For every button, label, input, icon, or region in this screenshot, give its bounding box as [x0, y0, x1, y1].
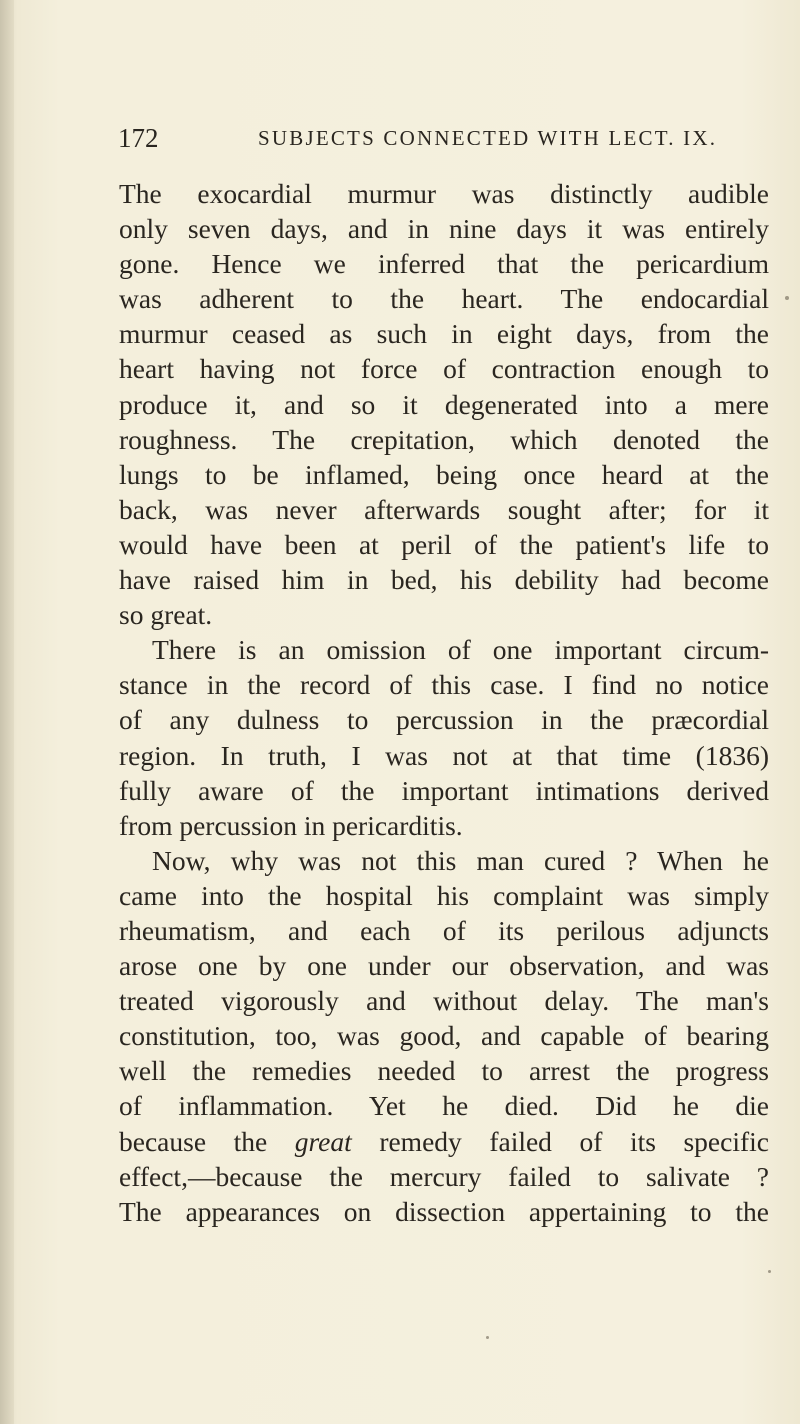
text-line: heart having not force of contraction enough to — [119, 353, 769, 385]
text-line: treated vigorously and without delay. The man's — [119, 985, 769, 1017]
text-line: region. In truth, I was not at that time (1836) — [119, 739, 769, 771]
text-line: of any dulness to percussion in the præcordial — [119, 704, 769, 736]
page-gutter-shadow — [0, 0, 14, 1424]
paragraph-start-line: Now, why was not this man cured ? When he — [152, 844, 769, 876]
text-line: arose one by one under our observation, and was — [119, 950, 769, 982]
text-line: murmur ceased as such in eight days, from the — [119, 318, 769, 350]
text-line: constitution, too, was good, and capable of bearing — [119, 1020, 769, 1052]
text-line: roughness. The crepitation, which denoted the — [119, 423, 769, 455]
text-line: stance in the record of this case. I find no notice — [119, 669, 769, 701]
text-line: produce it, and so it degenerated into a mere — [119, 388, 769, 420]
running-title: SUBJECTS CONNECTED WITH LECT. IX. — [258, 126, 718, 150]
text-line: of inflammation. Yet he died. Did he die — [119, 1090, 769, 1122]
text-line: lungs to be inflamed, being once heard at the — [119, 458, 769, 490]
text-line: effect,—because the mercury failed to salivate ? — [119, 1160, 769, 1192]
text-span: because the — [119, 1125, 295, 1157]
page-number: 172 — [118, 123, 159, 153]
text-line: fully aware of the important intimations derived — [119, 774, 769, 806]
paper-speck — [768, 1270, 771, 1273]
text-line: gone. Hence we inferred that the pericardium — [119, 248, 769, 280]
text-line: came into the hospital his complaint was simply — [119, 879, 769, 911]
text-line: The exocardial murmur was distinctly audible — [119, 178, 769, 209]
text-line: rheumatism, and each of its perilous adjuncts — [119, 914, 769, 946]
text-line: well the remedies needed to arrest the progress — [119, 1055, 769, 1087]
text-span: remedy failed of its specific — [351, 1125, 769, 1157]
text-line: would have been at peril of the patient's life to — [119, 528, 769, 560]
text-line: back, was never afterwards sought after; for it — [119, 493, 769, 525]
text-line: The appearances on dissection appertaining to the — [119, 1195, 769, 1227]
paragraph-end-line: so great. — [119, 599, 213, 631]
running-header — [118, 118, 768, 158]
italic-word: great — [294, 1125, 352, 1157]
text-line: was adherent to the heart. The endocardial — [119, 283, 769, 315]
paragraph-start-line: There is an omission of one important circum- — [152, 634, 769, 666]
paper-speck — [785, 296, 789, 300]
text-line: only seven days, and in nine days it was entirely — [119, 213, 769, 245]
body-text — [119, 176, 769, 1229]
paper-speck — [486, 1336, 489, 1339]
paragraph-end-line: from percussion in pericarditis. — [119, 809, 463, 841]
text-line: have raised him in bed, his debility had become — [119, 564, 769, 596]
text-line-with-italic — [119, 1124, 769, 1159]
